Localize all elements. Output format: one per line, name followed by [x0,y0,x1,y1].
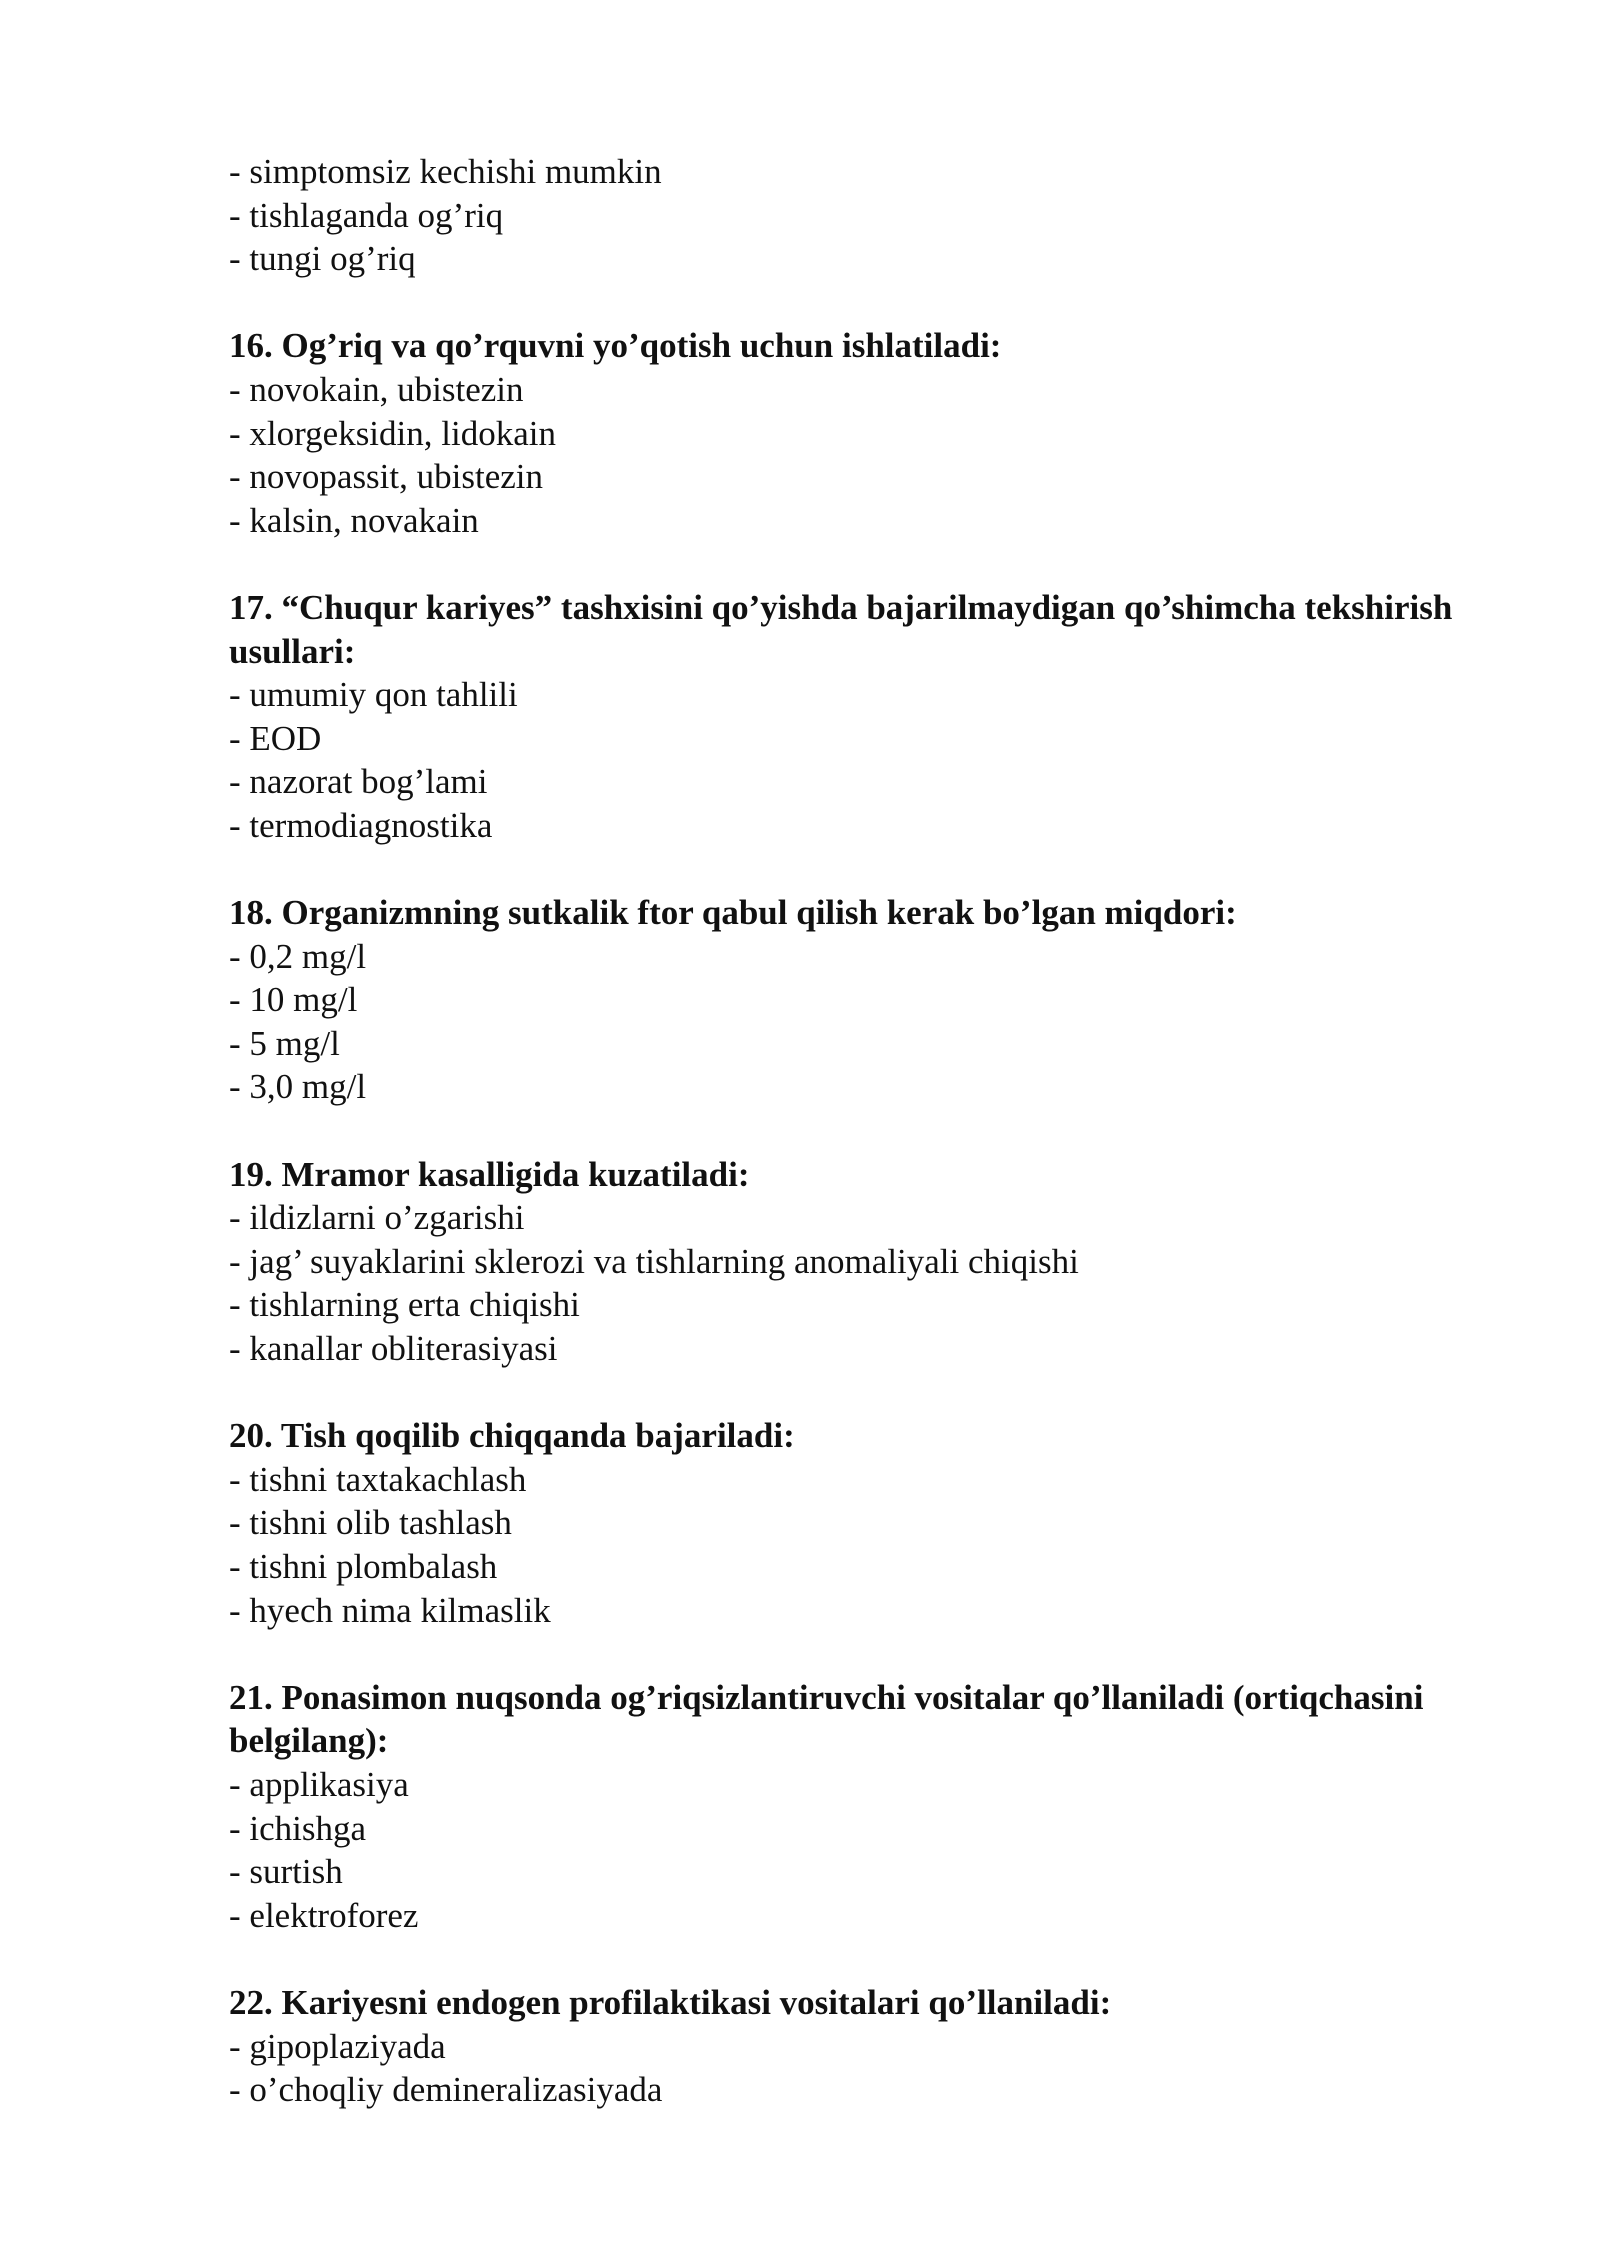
answer-option: - tishni olib tashlash [229,1501,1459,1545]
answer-options [229,2025,1459,2112]
question-16 [229,324,1459,542]
question-15-continued [229,150,1459,281]
question-19 [229,1153,1459,1371]
answer-option: - termodiagnostika [229,804,1459,848]
question-title: 21. Ponasimon nuqsonda og’riqsizlantiruvchi vositalar qo’llaniladi (ortiqchasini belgilang): [229,1677,1424,1761]
document-page [229,150,1459,2112]
question-20 [229,1414,1459,1632]
answer-option: - o’choqliy demineralizasiyada [229,2068,1459,2112]
answer-options [229,935,1459,1109]
answer-option: - tishni taxtakachlash [229,1458,1459,1502]
answer-options [229,368,1459,542]
answer-options [229,1458,1459,1632]
answer-options [229,150,1459,281]
answer-option: - 0,2 mg/l [229,935,1459,979]
answer-option: - simptomsiz kechishi mumkin [229,150,1459,194]
answer-option: - elektroforez [229,1894,1459,1938]
question-title: 17. “Chuqur kariyes” tashxisini qo’yishda bajarilmaydigan qo’shimcha tekshirish usullari: [229,587,1453,671]
question-title: 19. Mramor kasalligida kuzatiladi: [229,1154,750,1194]
question-title: 22. Kariyesni endogen profilaktikasi vositalari qo’llaniladi: [229,1982,1112,2022]
question-17 [229,586,1459,848]
answer-options [229,1763,1459,1937]
question-title: 16. Og’riq va qo’rquvni yo’qotish uchun ishlatiladi: [229,326,1002,366]
answer-option: - 5 mg/l [229,1022,1459,1066]
answer-option: - tishni plombalash [229,1545,1459,1589]
answer-option: - nazorat bog’lami [229,760,1459,804]
answer-options [229,1196,1459,1370]
answer-option: - EOD [229,717,1459,761]
question-22 [229,1981,1459,2112]
answer-option: - ichishga [229,1807,1459,1851]
answer-option: - applikasiya [229,1763,1459,1807]
answer-option: - tishlaganda og’riq [229,194,1459,238]
answer-option: - novopassit, ubistezin [229,455,1459,499]
question-title: 20. Tish qoqilib chiqqanda bajariladi: [229,1416,795,1456]
answer-option: - tungi og’riq [229,237,1459,281]
answer-option: - kanallar obliterasiyasi [229,1327,1459,1371]
answer-option: - tishlarning erta chiqishi [229,1283,1459,1327]
answer-option: - hyech nima kilmaslik [229,1589,1459,1633]
answer-option: - surtish [229,1850,1459,1894]
answer-option: - xlorgeksidin, lidokain [229,412,1459,456]
answer-option: - 10 mg/l [229,978,1459,1022]
question-21 [229,1676,1459,1938]
answer-option: - kalsin, novakain [229,499,1459,543]
answer-option: - 3,0 mg/l [229,1065,1459,1109]
question-18 [229,891,1459,1109]
answer-options [229,673,1459,847]
question-title: 18. Organizmning sutkalik ftor qabul qilish kerak bo’lgan miqdori: [229,893,1237,933]
answer-option: - novokain, ubistezin [229,368,1459,412]
answer-option: - umumiy qon tahlili [229,673,1459,717]
answer-option: - ildizlarni o’zgarishi [229,1196,1459,1240]
answer-option: - gipoplaziyada [229,2025,1459,2069]
answer-option: - jag’ suyaklarini sklerozi va tishlarning anomaliyali chiqishi [229,1240,1459,1284]
